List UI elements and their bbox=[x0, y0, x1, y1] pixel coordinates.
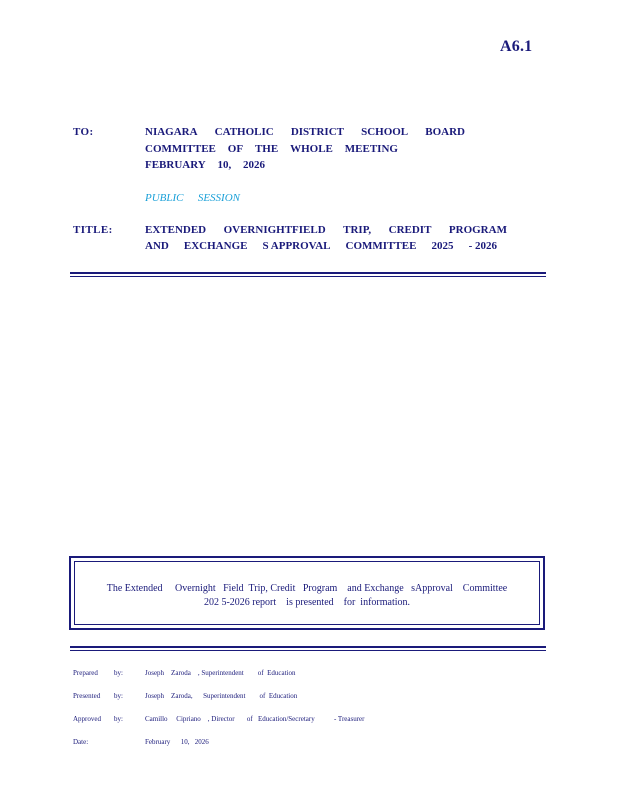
date-label: Date: bbox=[73, 738, 89, 746]
to-word: NIAGARA bbox=[145, 126, 198, 138]
title-word: TRIP, bbox=[343, 224, 372, 236]
to-word: 2026 bbox=[242, 159, 265, 171]
to-word: MEETING bbox=[344, 143, 398, 155]
header-rule bbox=[70, 272, 546, 274]
to-word: SCHOOL bbox=[361, 126, 409, 138]
to-line-1 bbox=[145, 126, 465, 138]
to-word: WHOLE bbox=[290, 143, 333, 155]
title-word: EXCHANGE bbox=[183, 240, 248, 252]
document-code: A6.1 bbox=[500, 38, 533, 55]
session-word: PUBLIC bbox=[145, 192, 184, 204]
title-label: TITLE: bbox=[73, 224, 113, 236]
header-rule-thin bbox=[70, 276, 546, 277]
to-line-3 bbox=[145, 159, 265, 171]
title-word: COMMITTEE bbox=[345, 240, 417, 252]
title-line-2 bbox=[145, 240, 497, 252]
title-word: OVERNIGHTFIELD bbox=[223, 224, 326, 236]
to-line-2 bbox=[145, 143, 398, 155]
prepared-label: Prepared by: bbox=[73, 669, 123, 677]
title-word: AND bbox=[145, 240, 169, 252]
to-word: 10, bbox=[217, 159, 232, 171]
title-word: PROGRAM bbox=[448, 224, 507, 236]
session-word: SESSION bbox=[197, 192, 240, 204]
recommendation-line-1: The Extended Overnight Field Trip, Credit Program and Exchange sApproval Committee bbox=[106, 583, 508, 594]
to-word: OF bbox=[227, 143, 244, 155]
title-word: CREDIT bbox=[388, 224, 432, 236]
to-word: THE bbox=[254, 143, 279, 155]
approved-label: Approved by: bbox=[73, 715, 123, 723]
to-label: TO: bbox=[73, 126, 94, 138]
to-word: CATHOLIC bbox=[214, 126, 274, 138]
title-word: 2025 bbox=[431, 240, 454, 252]
to-word: FEBRUARY bbox=[145, 159, 206, 171]
signature-rule bbox=[70, 646, 546, 648]
title-word: - 2026 bbox=[468, 240, 497, 252]
presented-label: Presented by: bbox=[73, 692, 123, 700]
to-word: COMMITTEE bbox=[145, 143, 216, 155]
to-word: DISTRICT bbox=[290, 126, 344, 138]
approved-value: Camillo Cipriano , Director of Education/Secretary - Treasurer bbox=[145, 715, 365, 723]
recommendation-text bbox=[85, 582, 529, 610]
title-word: S APPROVAL bbox=[262, 240, 331, 252]
title-word: EXTENDED bbox=[145, 224, 207, 236]
recommendation-box-inner bbox=[74, 561, 540, 625]
session-label bbox=[145, 192, 240, 204]
signature-rule-thin bbox=[70, 650, 546, 651]
to-word: BOARD bbox=[425, 126, 465, 138]
title-line-1 bbox=[145, 224, 507, 236]
recommendation-line-2: 202 5-2026 report is presented for information. bbox=[203, 597, 411, 608]
presented-value: Joseph Zaroda, Superintendent of Education bbox=[145, 692, 298, 700]
date-value: February 10, 2026 bbox=[145, 738, 209, 746]
recommendation-box bbox=[69, 556, 545, 630]
prepared-value: Joseph Zaroda , Superintendent of Education bbox=[145, 669, 296, 677]
